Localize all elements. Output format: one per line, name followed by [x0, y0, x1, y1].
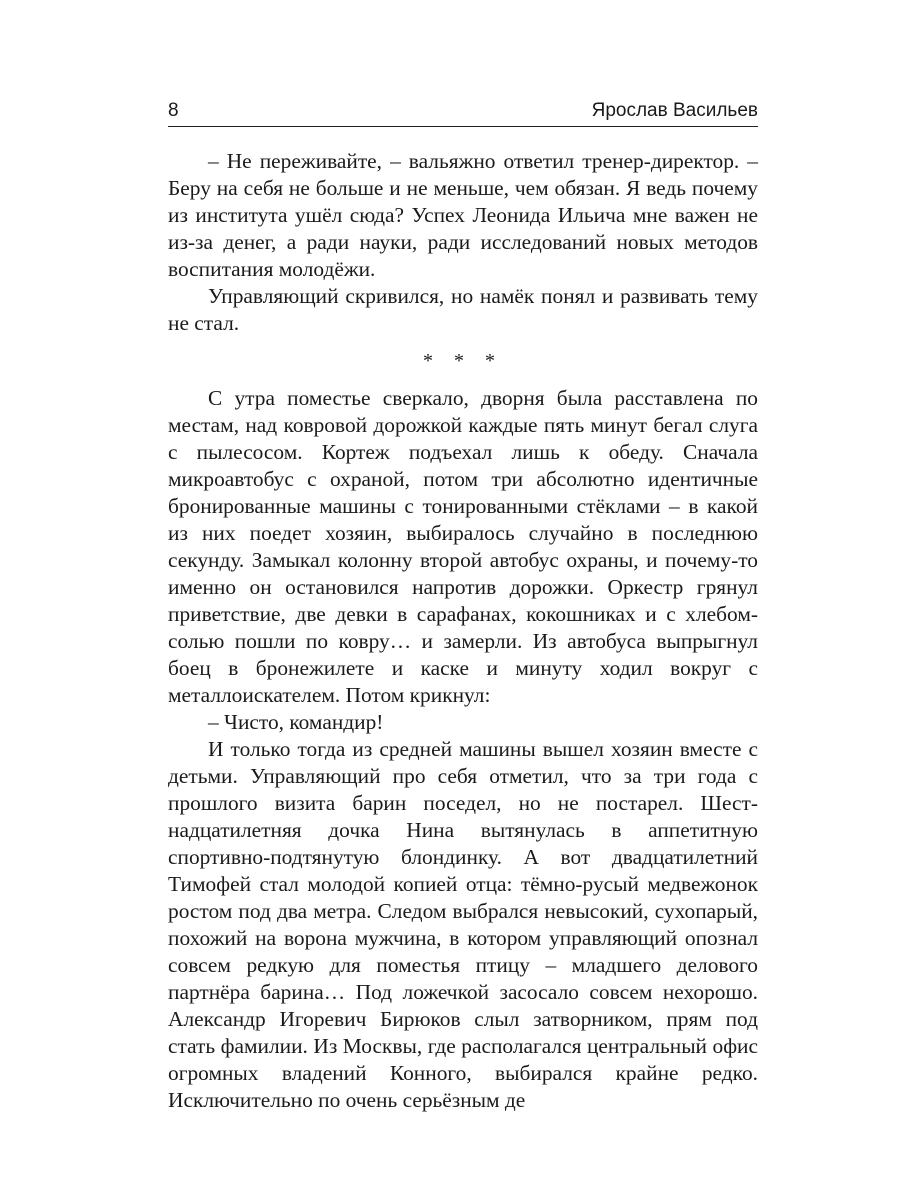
paragraph: И только тогда из средней машины вышел хозяин вместе с детьми. Управляющий про себя отметил, что за три года с прошлого визита барин поседел, но не постарел. Шестнадцатилетняя дочка Нина вытянулась в аппетитную спортивно-подтянутую блондинку. А вот двадцатилетний Тимофей стал молодой копией отца: тёмно-русый медвежонок ростом под два метра. Следом выбрался невысокий, сухопарый, похожий на ворона мужчина, в котором управляющий опознал совсем редкую для поместья птицу – младшего делового партнёра барина… Под ложечкой засосало совсем нехорошо. Александр Игоревич Бирюков слыл затворником, прям под стать фамилии. Из Москвы, где располагался центральный офис огромных владений Конного, выбирался крайне редко. Исключительно по очень серьёзным де [168, 737, 758, 1112]
paragraph: – Чисто, командир! [208, 710, 384, 734]
section-divider: * * * [423, 350, 503, 372]
paragraph: – Не переживайте, – вальяжно ответил тренер-директор. – Беру на себя не больше и не меньше, чем обязан. Я ведь почему из института ушёл сюда? Успех Леонида Ильича мне важен не из-за денег, а ради науки, ради исследований новых методов воспитания молодёжи. [168, 149, 758, 281]
body-text [168, 148, 758, 1114]
paragraph: Управляющий скривился, но намёк понял и развивать тему не стал. [168, 284, 758, 335]
running-title: Ярослав Васильев [591, 100, 758, 121]
paragraph: С утра поместье сверкало, дворня была расставлена по местам, над ковровой дорожкой каждые пять минут бегал слуга с пылесосом. Кортеж подъехал лишь к обеду. Сначала микроавтобус с охраной, потом три абсолютно идентичные бронированные машины с тонированными стёклами – в какой из них поедет хозяин, выбиралось случайно в последнюю секунду. Замыкал колонну второй автобус охраны, и почему-то именно он остановился напротив дорожки. Оркестр грянул приветствие, две девки в сарафанах, кокошниках и с хлебом-солью пошли по ковру… и замерли. Из автобуса выпрыгнул боец в бронежилете и каске и минуту ходил вокруг с металлоискателем. Потом крикнул: [168, 386, 758, 707]
page-header [168, 98, 758, 127]
page-number: 8 [168, 100, 179, 121]
